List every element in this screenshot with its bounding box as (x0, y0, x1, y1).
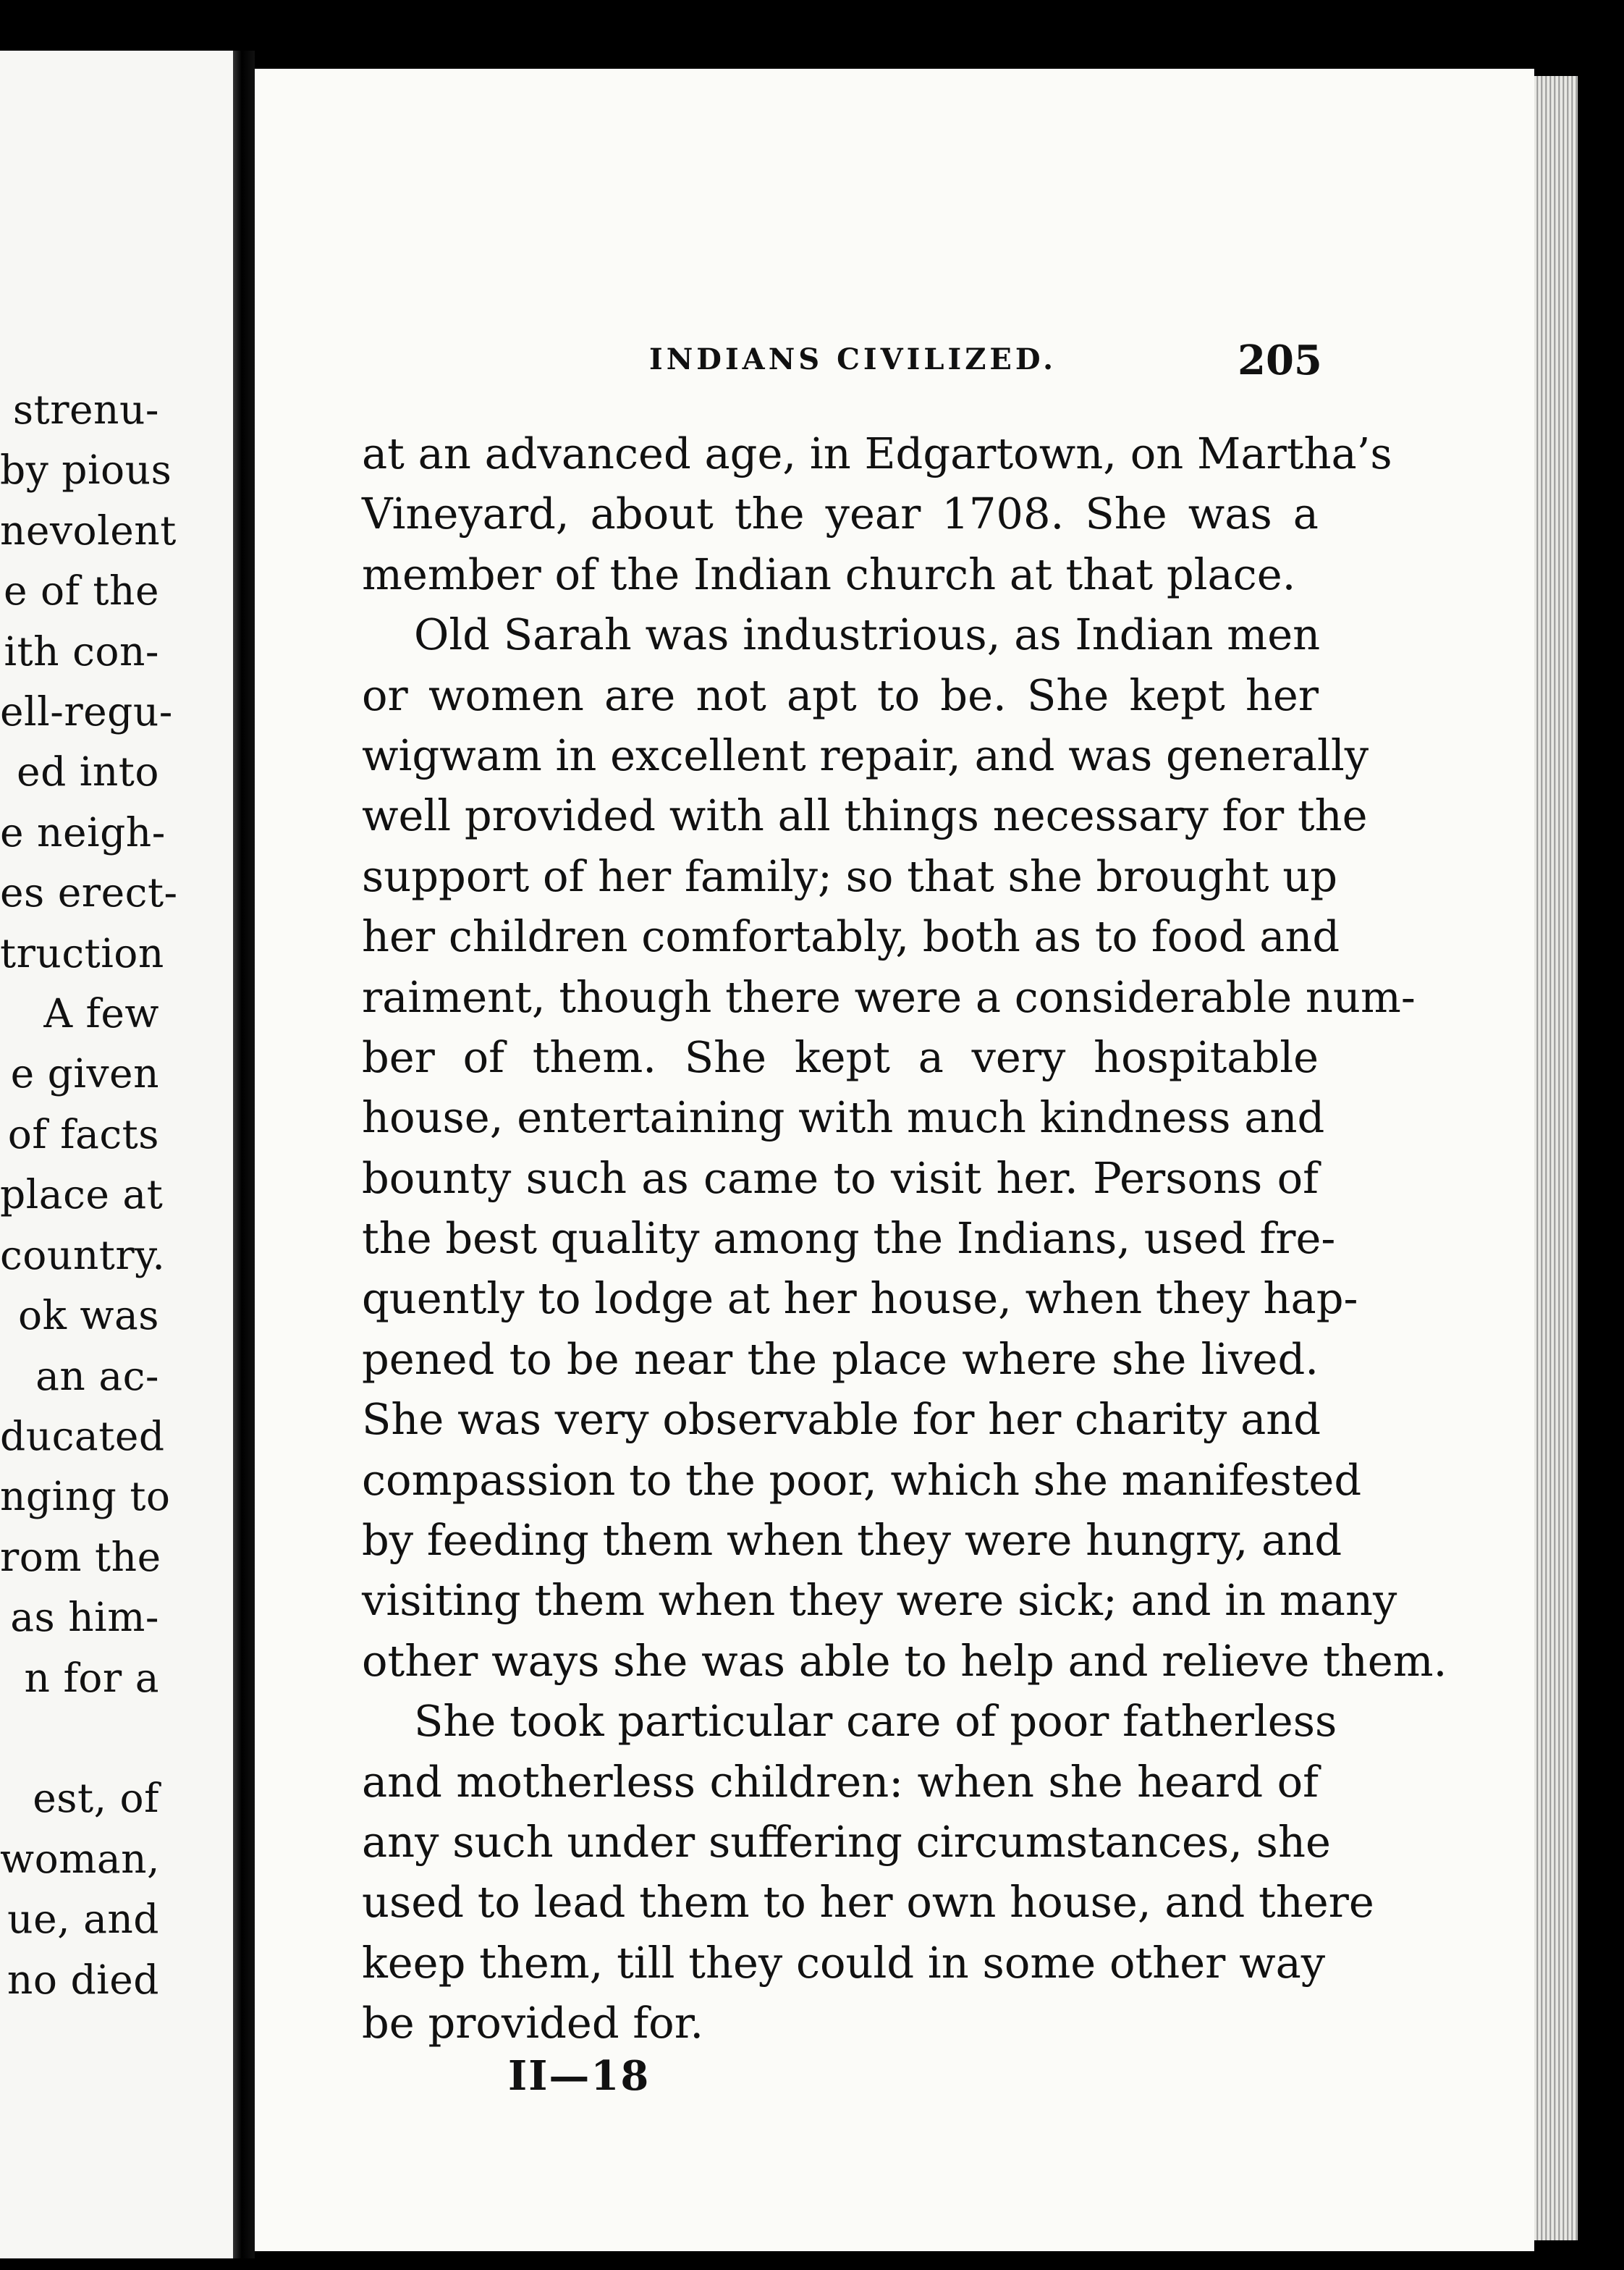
text-line: compassion to the poor, which she manifested (362, 1454, 1362, 1505)
text-line: her children comfortably, both as to food and (362, 911, 1340, 962)
left-line: nging to (0, 1473, 171, 1520)
text-line: wigwam in excellent repair, and was generally (362, 730, 1369, 780)
left-line: e neigh- (0, 809, 166, 856)
text-line: be provided for. (362, 1998, 704, 2049)
left-line: es erect- (0, 869, 178, 916)
left-line: est, of (33, 1775, 159, 1822)
text-line: keep them, till they could in some other way (362, 1937, 1326, 1988)
body-text (362, 423, 1447, 2054)
text-line: support of her family; so that she brought up (362, 851, 1337, 901)
left-line: country. (0, 1231, 166, 1278)
text-line: raiment, though there were a considerable num- (362, 971, 1416, 1022)
text-line: the best quality among the Indians, used fre- (362, 1213, 1336, 1264)
left-line: as him- (10, 1594, 159, 1641)
left-line: place at (0, 1171, 164, 1218)
left-line: truction (0, 929, 164, 976)
running-head-title: INDIANS CIVILIZED. (649, 342, 1057, 376)
text-line: house, entertaining with much kindness and (362, 1092, 1325, 1143)
left-line: ell-regu- (0, 688, 173, 735)
text-line: by feeding them when they were hungry, and (362, 1515, 1342, 1566)
running-head (255, 337, 1534, 387)
page-number: 205 (1238, 337, 1322, 384)
left-line: A few (43, 990, 159, 1037)
left-page-text (0, 380, 178, 2010)
text-line: well provided with all things necessary for the (362, 790, 1368, 841)
text-line: other ways she was able to help and relieve them. (362, 1635, 1447, 1686)
left-line: n for a (24, 1654, 159, 1701)
left-line: ok was (17, 1292, 159, 1339)
left-line: ducated (0, 1412, 165, 1459)
text-line: member of the Indian church at that place. (362, 549, 1296, 599)
book-gutter (233, 51, 255, 2258)
left-line: nevolent (0, 507, 177, 554)
left-line: ed into (17, 748, 159, 796)
right-page (255, 69, 1534, 2251)
text-line: at an advanced age, in Edgartown, on Martha’s (362, 429, 1392, 478)
text-line: bounty such as came to visit her. Persons of (362, 1152, 1319, 1203)
left-line: e of the (3, 568, 159, 615)
left-line: ue, and (7, 1896, 159, 1943)
text-line: ber of them. She kept a very hospitable (362, 1031, 1319, 1082)
text-line: pened to be near the place where she lived. (362, 1333, 1319, 1384)
page-edges (1534, 76, 1578, 2240)
left-line: of facts (7, 1110, 159, 1157)
left-line: rom the (0, 1533, 161, 1580)
left-line: strenu- (12, 387, 159, 433)
left-line: e given (10, 1050, 159, 1097)
signature-mark: II—18 (508, 2052, 651, 2100)
left-line: an ac- (35, 1352, 159, 1399)
text-line: visiting them when they were sick; and in many (362, 1575, 1397, 1626)
text-line: and motherless children: when she heard of (362, 1756, 1319, 1807)
text-line: She was very observable for her charity and (362, 1394, 1321, 1445)
left-line: by pious (0, 447, 172, 494)
left-line: no died (7, 1956, 159, 2003)
text-line: any such under suffering circumstances, she (362, 1816, 1331, 1867)
text-line: Old Sarah was industrious, as Indian men (414, 609, 1321, 660)
left-line (0, 1708, 159, 1768)
text-line: Vineyard, about the year 1708. She was a (362, 489, 1319, 539)
left-facing-page (0, 51, 233, 2258)
left-line: ith con- (4, 628, 159, 675)
text-line: used to lead them to her own house, and there (362, 1877, 1374, 1928)
text-line: or women are not apt to be. She kept her (362, 670, 1319, 720)
left-line: woman, (0, 1835, 161, 1882)
text-line: She took particular care of poor fatherless (414, 1696, 1337, 1747)
text-line: quently to lodge at her house, when they hap- (362, 1273, 1358, 1324)
